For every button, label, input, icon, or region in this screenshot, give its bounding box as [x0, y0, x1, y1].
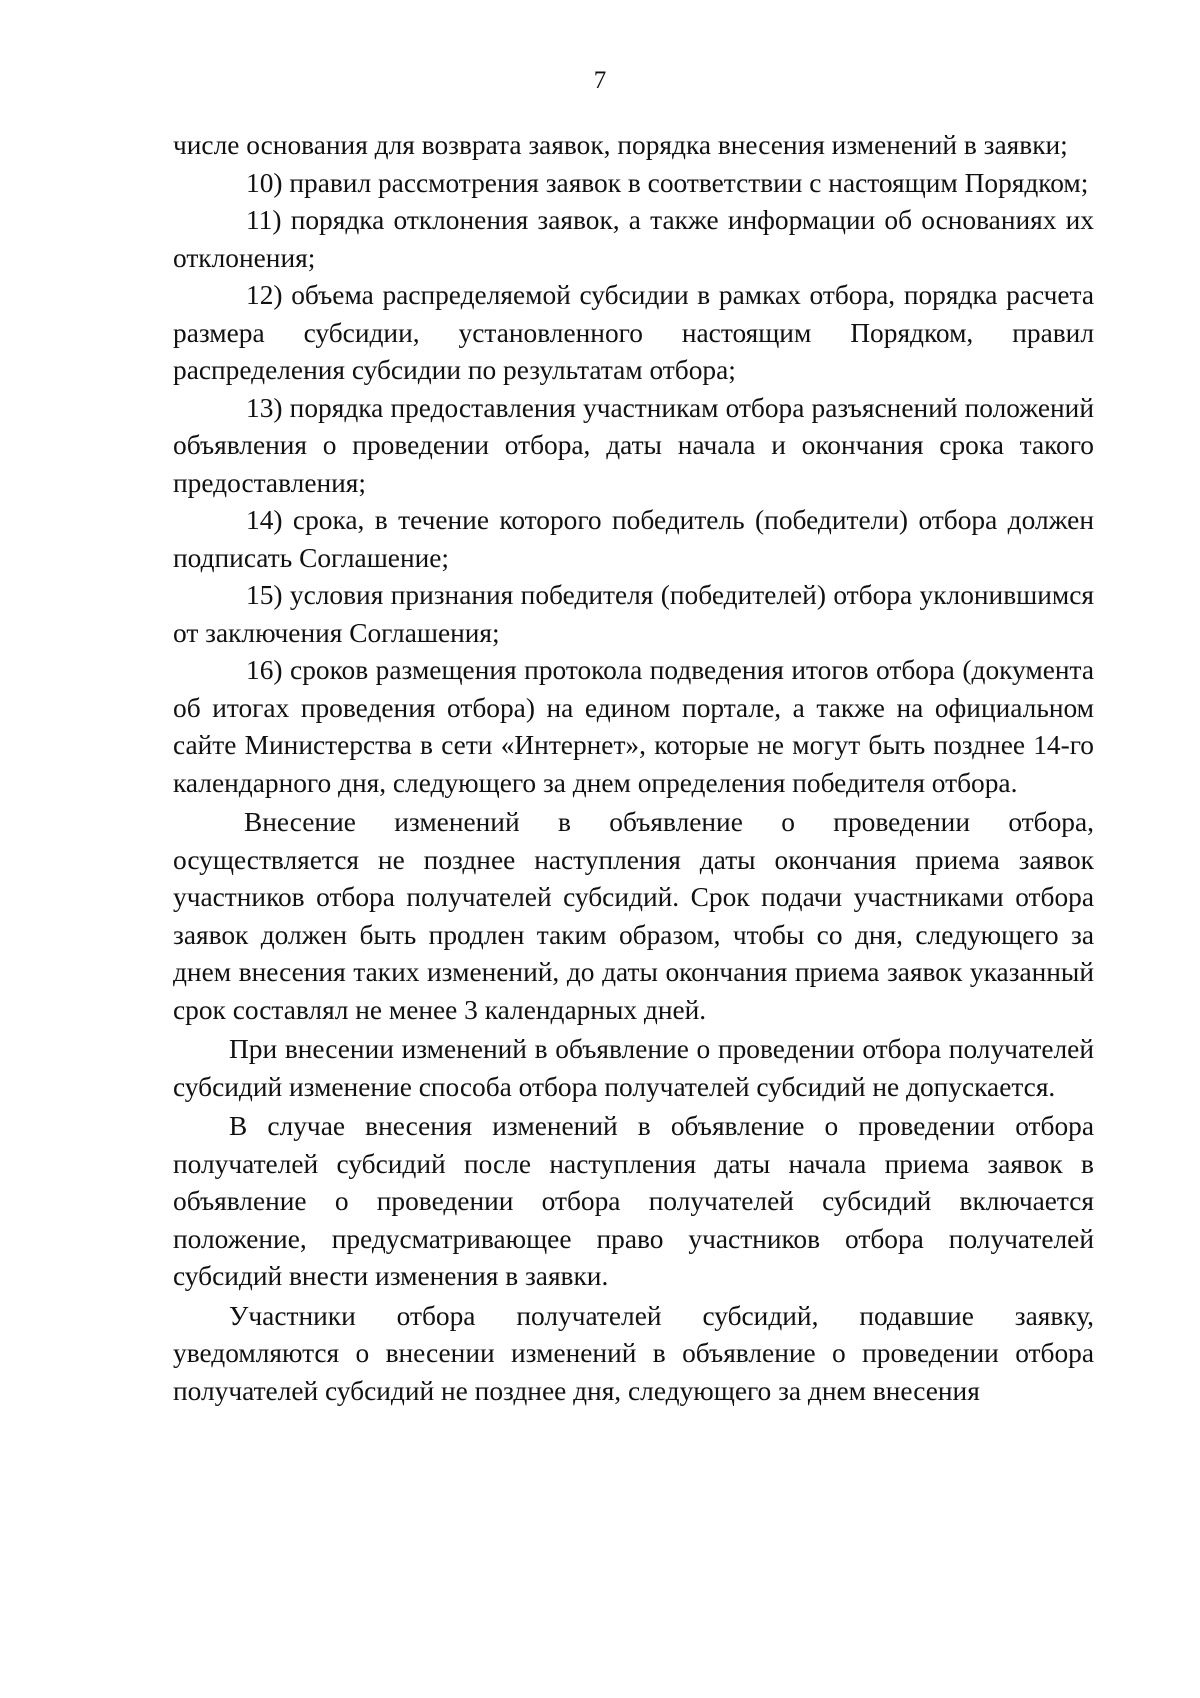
- paragraph-continuation: числе основания для возврата заявок, порядка внесения изменений в заявки;: [173, 130, 1068, 160]
- list-item-15: 15) условия признания победителя (победителей) отбора уклонившимся от заключения Соглашения;: [173, 580, 1094, 648]
- list-item-10: 10) правил рассмотрения заявок в соответствии с настоящим Порядком;: [246, 167, 1089, 198]
- list-item-14: 14) срока, в течение которого победитель (победители) отбора должен подписать Соглашение;: [173, 505, 1094, 573]
- paragraph-method-change: При внесении изменений в объявление о проведении отбора получателей субсидий изменение способа отбора получателей субсидий не допускается.: [173, 1034, 1094, 1102]
- list-item-16: 16) сроков размещения протокола подведения итогов отбора (документа об итогах проведения отбора) на едином портале, а также на официальном сайте Министерства в сети «Интернет», которые не могут быть позднее 14-го календарного дня, следующего за днем определения победителя отбора.: [173, 655, 1094, 798]
- paragraph-after-start: В случае внесения изменений в объявление о проведении отбора получателей субсидий после наступления даты начала приема заявок в объявление о проведении отбора получателей субсидий включается положение, предусматривающее право участников отбора получателей субсидий внести изменения в заявки.: [173, 1111, 1094, 1291]
- paragraph-amendment-timing: Внесение изменений в объявление о проведении отбора, осуществляется не позднее наступления даты окончания приема заявок участников отбора получателей субсидий. Срок подачи участниками отбора заявок должен быть продлен таким образом, чтобы со дня, следующего за днем внесения таких изменений, до даты окончания приема заявок указанный срок составлял не менее 3 календарных дней.: [173, 807, 1094, 1025]
- paragraph-notification: Участники отбора получателей субсидий, подавшие заявку, уведомляются о внесении изменений в объявление о проведении отбора получателей субсидий не позднее дня, следующего за днем внесения: [173, 1300, 1094, 1406]
- list-item-12: 12) объема распределяемой субсидии в рамках отбора, порядка расчета размера субсидии, установленного настоящим Порядком, правил распределения субсидии по результатам отбора;: [173, 280, 1094, 385]
- list-item-11: 11) порядка отклонения заявок, а также информации об основаниях их отклонения;: [173, 205, 1094, 273]
- page-number: 7: [593, 67, 607, 94]
- document-body: [173, 127, 1094, 1410]
- list-item-13: 13) порядка предоставления участникам отбора разъяснений положений объявления о проведении отбора, даты начала и окончания срока такого предоставления;: [173, 392, 1094, 498]
